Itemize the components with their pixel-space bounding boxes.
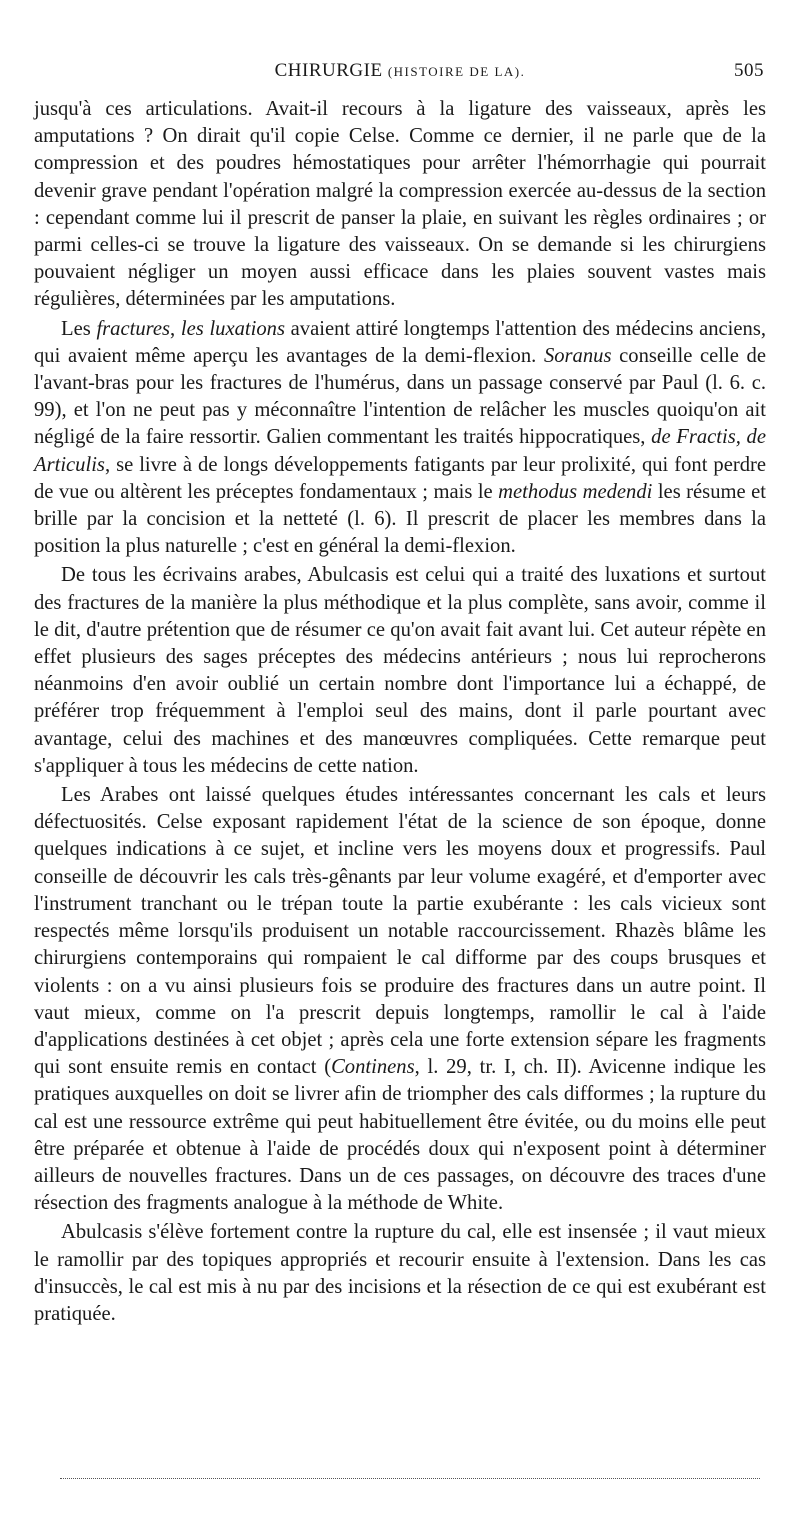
paragraph-text: Abulcasis s'élève fortement contre la rupture du cal, elle est insensée ; il vaut mieux le ramollir par des topiques appropriés et recourir ensuite à l'extension. Dans les cas d'insuccès, le cal est mis à nu par des incisions et la résection de ce qui est exubérant est pratiquée. — [34, 1221, 766, 1325]
running-title-subtitle: (HISTOIRE DE LA). — [387, 64, 526, 79]
paragraph-text: De tous les écrivains arabes, Abulcasis est celui qui a traité des luxations et surtout des fractures de la manière la plus méthodique et la plus complète, sans avoir, comme il le dit, d'autre prétention que de résumer ce qu'on avait fait avant lui. Cet auteur répète en effet plusieurs des sages préceptes des médecins antérieurs ; nous lui reprocherons néanmoins d'en avoir oublié un certain nombre dont l'importance lui a échappé, de préférer trop fréquemment à l'emploi seul des mains, dont il parle pourtant avec avantage, celui des machines et des manœuvres compliquées. Cette remarque peut s'appliquer à tous les médecins de cette nation. — [34, 564, 766, 777]
body-paragraph — [34, 96, 766, 314]
italic-text: de Fractis, de Articulis — [34, 426, 766, 476]
running-title-main: CHIRURGIE — [274, 60, 383, 81]
body-text — [34, 96, 766, 1328]
italic-text: methodus medendi — [498, 480, 653, 503]
paragraph-text: , se livre à de longs développements fatigants par leur prolixité, qui font perdre de vue ou altèrent les préceptes fondamentaux ; mais le — [34, 453, 766, 503]
page-number: 505 — [734, 60, 764, 81]
paragraph-text: , l. 29, tr. I, ch. II). Avicenne indique les pratiques auxquelles on doit se livrer afin de triompher des cals difformes ; la rupture du cal est une ressource extrême qui peut habituellement être évitée, ou du moins elle peut être préparée et obtenue à l'aide de procédés doux qui n'exposent point à déterminer ailleurs de nouvelles fractures. Dans un de ces passages, on découvre des traces d'une résection des fragments analogue à la méthode de White. — [34, 1056, 767, 1215]
body-paragraph — [34, 316, 766, 561]
running-head — [34, 58, 766, 90]
body-paragraph — [34, 1219, 766, 1328]
italic-text: Continens — [331, 1056, 415, 1079]
paragraph-text: jusqu'à ces articulations. Avait-il recours à la ligature des vaisseaux, après les amputations ? On dirait qu'il copie Celse. Comme ce dernier, il ne parle que de la compression et des poudres hémostatiques pour arrêter l'hémorrhagie qui pourrait devenir grave pendant l'opération malgré la compression exercée au-dessus de la section : cependant comme lui il prescrit de panser la plaie, en suivant les règles ordinaires ; or parmi celles-ci se trouve la ligature des vaisseaux. On se demande si les chirurgiens pouvaient négliger un moyen aussi efficace dans les plaies souvent vastes mais régulières, déterminées par les amputations. — [34, 98, 766, 311]
paragraph-text: avaient attiré longtemps l'attention des médecins anciens, qui avaient même aperçu les avantages de la demi-flexion. — [34, 317, 766, 367]
paragraph-text: les résume et brille par la concision et la netteté (l. 6). Il prescrit de placer les membres dans la position la plus naturelle ; c'est en général la demi-flexion. — [34, 480, 766, 558]
paragraph-text: conseille celle de l'avant-bras pour les fractures de l'humérus, dans un passage conservé par Paul (l. 6. c. 99), et l'on ne peut pas y méconnaître l'intention de relâcher les muscles quoiqu'on ait négligé de la faire ressortir. Galien commentant les traités hippocratiques, — [34, 344, 766, 449]
italic-text: Soranus — [543, 344, 612, 367]
body-paragraph — [34, 562, 766, 780]
footer-dotted-rule — [60, 1478, 760, 1479]
italic-text: fractures — [96, 317, 171, 340]
running-title — [34, 60, 766, 82]
paragraph-text: , — [170, 317, 181, 340]
paragraph-text: Les — [61, 317, 97, 340]
paragraph-text: Les Arabes ont laissé quelques études intéressantes concernant les cals et leurs défectuosités. Celse exposant rapidement l'état de la science de son époque, donne quelques indications à ce sujet, et incline vers les moyens doux et progressifs. Paul conseille de découvrir les cals très-gênants par leur volume exagéré, et d'emporter avec l'instrument tranchant ou le trépan toute la partie exubérante : les cals vicieux sont respectés même lorsqu'ils produisent un notable raccourcissement. Rhazès blâme les chirurgiens contemporains qui rompaient le cal difforme par des coups brusques et violents : on a vu ainsi plusieurs fois se produire des fractures dans un autre point. Il vaut mieux, comme on l'a prescrit depuis longtemps, ramollir le cal à l'aide d'applications destinées à cet objet ; après cela une forte extension sépare les fragments qui sont ensuite remis en contact ( — [34, 784, 766, 1079]
body-paragraph — [34, 782, 766, 1217]
italic-text: les luxations — [180, 317, 285, 340]
